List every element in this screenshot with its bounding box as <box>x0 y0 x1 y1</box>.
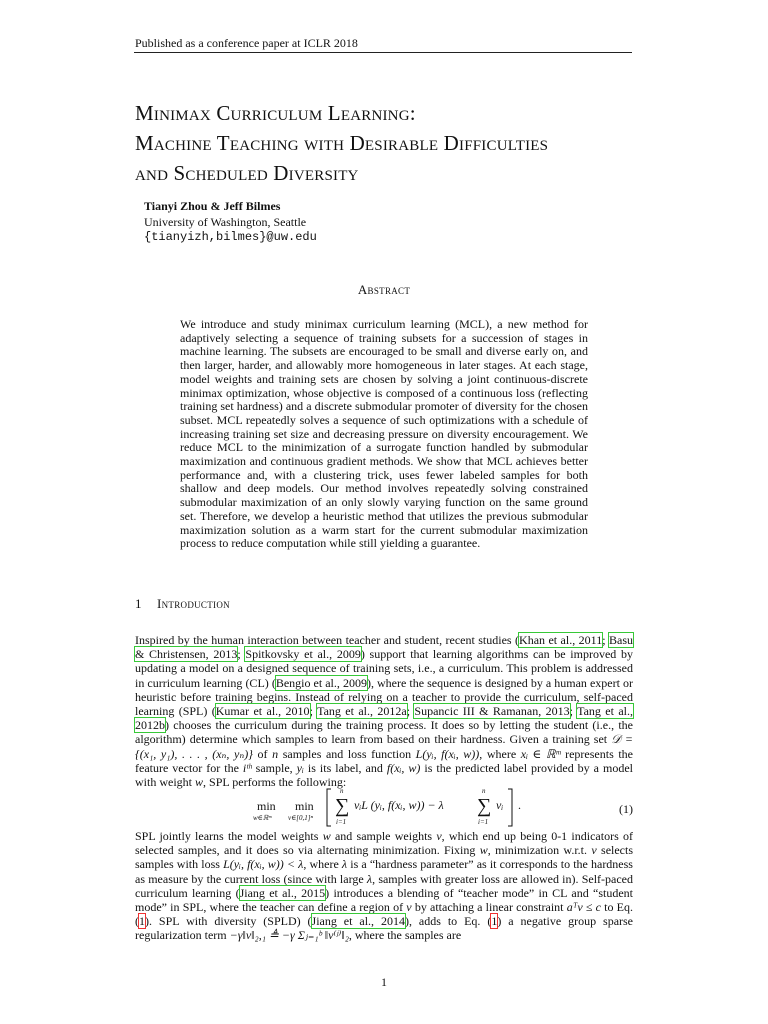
citation-link[interactable]: Jiang et al., 2015 <box>239 885 326 900</box>
section-number: 1 <box>135 596 142 611</box>
math-inline: iᵗʰ <box>242 760 252 775</box>
abstract-heading: Abstract <box>357 282 411 297</box>
author-email[interactable]: {tianyizh,bilmes}@uw.edu <box>144 230 317 244</box>
eq-min-1-subscript: w∈ℝᵐ <box>253 814 272 822</box>
eq-left-bracket <box>327 789 331 826</box>
section-title: Introduction <box>157 596 230 611</box>
title-line-1: Minimax Curriculum Learning: <box>135 101 416 125</box>
intro-paragraph-2: SPL jointly learns the model weights w and sample weights ν, which end up being 0-1 indicators of selected samples, and it does so via alternating minimization. Fixing w, minimization w.r.t. ν selects samples with loss L(yᵢ, f(xᵢ, w)) < λ, where λ is a “hardness parameter” as it corresponds to the hardness as measure by the current loss (since with large λ, samples with greater loss are allowed in). Self-paced curriculum learning (Jiang et al., 2015) introduces a blending of “teacher mode” in CL and “student mode” in SPL, where the teacher can define a region of ν by attaching a linear constraint aᵀν ≤ c to Eq. (1). SPL with diversity (SPLD) (Jiang et al., 2014), adds to Eq. (1) a negative group sparse regularization term −γ‖ν‖₂,₁ ≜ −γ Σⱼ₌₁ᵇ ‖ν⁽ʲ⁾‖₂, where the samples are <box>135 829 634 943</box>
abstract-text: We introduce and study minimax curriculum learning (MCL), a new method for adaptively selecting a sequence of training subsets for a succession of stages in machine learning. The subsets are encouraged to be small and diverse early on, and then larger, harder, and allowably more homogeneous in later stages. At each stage, model weights and training sets are chosen by solving a joint continuous-discrete minimax optimization, whose objective is composed of a continuous loss (reflecting training set hardness) and a discrete submodular promoter of diversity for the chosen subset. MCL repeatedly solves a sequence of such optimizations with a schedule of increasing training set size and decreasing pressure on diversity encouragement. We reduce MCL to the minimization of a surrogate function handled by submodular maximization and continuous gradient methods. We show that MCL achieves better performance and, with a clustering trick, uses fewer labeled samples for both shallow and deep models. Our method involves repeatedly solving constrained submodular maximization of an only slowly varying function on the same ground set. Therefore, we develop a heuristic method that utilizes the previous submodular maximization solution as a warm start for the current submodular maximization process to reduce computation while still yielding a guarantee. <box>180 317 588 551</box>
eq-sum-sign: ∑ <box>335 795 350 817</box>
math-inline: λ <box>341 857 348 872</box>
citation-link[interactable]: Kumar et al., 2010 <box>215 704 310 719</box>
equation-1 <box>135 786 633 830</box>
equation-number: (1) <box>619 802 633 816</box>
paper-title <box>135 98 655 188</box>
eq-sum2-top: n <box>482 787 486 795</box>
math-inline: yᵢ <box>296 760 304 775</box>
equation-1-graphic <box>135 786 605 830</box>
math-inline: f(xᵢ, w) <box>386 760 421 775</box>
math-inline: aᵀν ≤ c <box>566 900 601 915</box>
math-inline: 𝒟 = {(x₁, y₁), . . . , (xₙ, yₙ)} <box>135 732 633 761</box>
intro-paragraph-1: Inspired by the human interaction between teacher and student, recent studies (Khan et al., 2011; Basu & Christensen, 2013; Spitkovsky et al., 2009) support that learning algorithms can be improved by updating a model on a designed sequence of training sets, i.e., a curriculum. This problem is addressed in curriculum learning (CL) (Bengio et al., 2009), where the sequence is designed by a human expert or heuristic before training begins. Instead of relying on a teacher to provide the curriculum, self-paced learning (SPL) (Kumar et al., 2010; Tang et al., 2012a; Supancic III & Ramanan, 2013; Tang et al., 2012b) chooses the curriculum during the training process. It does so by letting the student (i.e., the algorithm) determine which samples to learn from based on their hardness. Given a training set 𝒟 = {(x₁, y₁), . . . , (xₙ, yₙ)} of n samples and loss function L(yᵢ, f(xᵢ, w)), where xᵢ ∈ ℝᵐ represents the feature vector for the iᵗʰ sample, yᵢ is its label, and f(xᵢ, w) is the predicted label provided by a model with weight w, SPL performs the following: <box>135 633 634 790</box>
math-inline: n <box>272 746 279 761</box>
math-inline: L(yᵢ, f(xᵢ, w)) < λ <box>223 857 304 872</box>
equation-reference-link[interactable]: 1 <box>491 914 498 929</box>
eq-right-bracket <box>508 789 512 826</box>
math-inline: w <box>479 843 488 858</box>
page-number: 1 <box>381 975 387 989</box>
author-affiliation: University of Washington, Seattle <box>144 215 307 229</box>
title-line-3: and Scheduled Diversity <box>135 161 359 185</box>
equation-reference-link[interactable]: 1 <box>139 914 145 929</box>
math-inline: xᵢ ∈ ℝᵐ <box>520 746 561 761</box>
math-inline: ν <box>591 843 597 858</box>
eq-sum-top: n <box>340 787 344 795</box>
math-inline: λ <box>366 871 373 886</box>
author-names: Tianyi Zhou & Jeff Bilmes <box>144 199 281 213</box>
eq-min-1: min <box>257 799 276 813</box>
eq-sum-bottom: i=1 <box>336 818 347 826</box>
section-heading-introduction <box>135 596 230 612</box>
eq-min-2: min <box>295 799 314 813</box>
citation-link[interactable]: Basu & Christensen, 2013 <box>135 633 633 662</box>
eq-body: νᵢL (yᵢ, f(xᵢ, w)) − λ <box>354 798 444 812</box>
math-inline: −γ‖ν‖₂,₁ ≜ −γ Σⱼ₌₁ᵇ ‖ν⁽ʲ⁾‖₂ <box>229 928 349 943</box>
eq-sum2-sign: ∑ <box>477 795 492 817</box>
citation-link[interactable]: Supancic III & Ramanan, 2013 <box>414 704 570 719</box>
math-inline: w <box>322 829 331 843</box>
citation-link[interactable]: Khan et al., 2011 <box>519 633 603 647</box>
citation-link[interactable]: Bengio et al., 2009 <box>275 675 367 690</box>
math-inline: w <box>195 775 204 790</box>
math-inline: ν <box>436 829 442 843</box>
math-inline: ν <box>406 900 412 915</box>
citation-link[interactable]: Jiang et al., 2014 <box>311 914 405 929</box>
eq-tail: νᵢ <box>496 798 504 812</box>
eq-period: . <box>518 798 521 812</box>
eq-sum2-bottom: i=1 <box>478 818 489 826</box>
math-inline: L(yᵢ, f(xᵢ, w)) <box>415 746 480 761</box>
running-head: Published as a conference paper at ICLR 2018 <box>135 36 358 50</box>
header-rule <box>134 52 632 53</box>
citation-link[interactable]: Spitkovsky et al., 2009 <box>245 647 361 662</box>
title-line-2: Machine Teaching with Desirable Difficulties <box>135 131 549 155</box>
eq-min-2-subscript: ν∈[0,1]ⁿ <box>288 814 313 822</box>
citation-link[interactable]: Tang et al., 2012b <box>135 704 634 733</box>
citation-link[interactable]: Tang et al., 2012a <box>317 704 407 719</box>
